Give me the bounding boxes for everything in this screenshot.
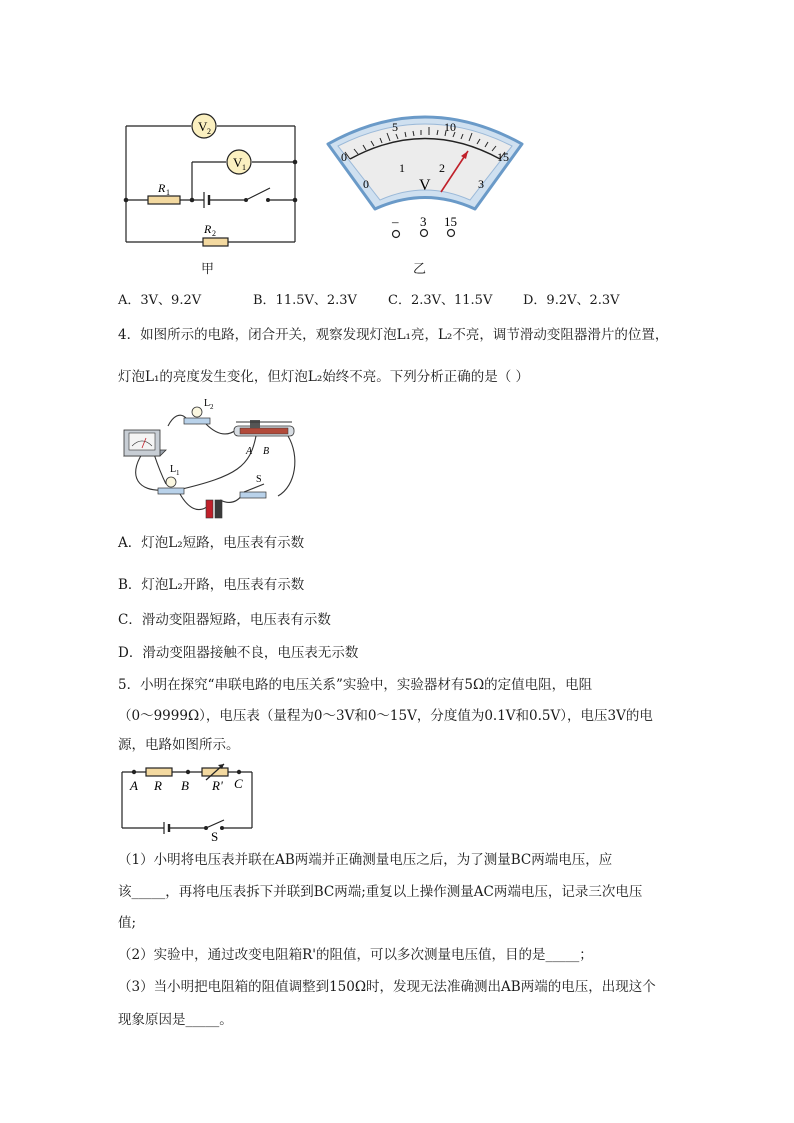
- r1-label: R: [158, 181, 166, 195]
- q5-sub1-line-3: 值;: [118, 915, 137, 931]
- terminal-negative: [393, 231, 400, 238]
- svg-text:S: S: [211, 829, 219, 842]
- voltmeter-dial: [320, 104, 530, 244]
- svg-text:10: 10: [444, 120, 456, 134]
- svg-text:R': R': [212, 778, 223, 793]
- q5-sub1-line-2: 该_____，再将电压表拆下并联到BC两端;重复以上操作测量AC两端电压，记录三次电压: [118, 884, 643, 900]
- lamp-l1-icon: [158, 477, 184, 494]
- r2-label: R: [204, 222, 212, 236]
- svg-text:15: 15: [444, 214, 457, 229]
- svg-text:0: 0: [341, 150, 347, 164]
- q4-stem-line-2: 灯泡L₁的亮度发生变化，但灯泡L₂始终不亮。下列分析正确的是（ ）: [118, 369, 530, 385]
- q4-stem-line-1: 4．如图所示的电路，闭合开关，观察发现灯泡L₁亮，L₂不亮，调节滑动变阻器滑片的位置，: [118, 327, 669, 343]
- svg-text:2: 2: [212, 229, 216, 238]
- svg-text:5: 5: [392, 120, 398, 134]
- q3-option-c[interactable]: C．2.3V、11.5V: [388, 293, 493, 308]
- q5-circuit-diagram: [118, 762, 258, 842]
- circuit-diagram-jia: [118, 112, 308, 252]
- figure-caption-jia: 甲: [201, 262, 215, 277]
- q3-options: [118, 289, 658, 308]
- svg-text:15: 15: [497, 150, 509, 164]
- svg-text:V: V: [233, 155, 243, 170]
- svg-text:1: 1: [176, 469, 180, 477]
- q4-option-c[interactable]: C．滑动变阻器短路，电压表有示数: [118, 612, 331, 628]
- svg-text:3: 3: [478, 177, 484, 191]
- q4-option-a[interactable]: A．灯泡L₂短路，电压表有示数: [118, 535, 305, 551]
- q4-option-b[interactable]: B．灯泡L₂开路，电压表有示数: [118, 577, 305, 593]
- svg-text:C: C: [234, 776, 243, 791]
- voltmeter-icon: [124, 430, 166, 456]
- q5-sub3-line-2: 现象原因是_____。: [118, 1012, 233, 1028]
- figure-caption-yi: 乙: [413, 262, 427, 277]
- q5-sub1-line-1: （1）小明将电压表并联在AB两端并正确测量电压之后，为了测量BC两端电压，应: [118, 852, 613, 868]
- battery-icon: [206, 500, 222, 518]
- svg-text:2: 2: [207, 127, 211, 136]
- svg-text:B: B: [263, 446, 270, 457]
- svg-text:3: 3: [420, 214, 427, 229]
- svg-text:L: L: [204, 398, 211, 409]
- svg-text:0: 0: [363, 177, 369, 191]
- terminal-3v: [421, 230, 428, 237]
- svg-text:B: B: [181, 778, 189, 793]
- svg-text:A: A: [130, 778, 138, 793]
- q5-sub3-line-1: （3）当小明把电阻箱的阻值调整到150Ω时，发现无法准确测出AB两端的电压，出现这个: [118, 979, 656, 995]
- svg-text:–: –: [392, 214, 399, 229]
- q5-stem-line-1: 5．小明在探究“串联电路的电压关系”实验中，实验器材有5Ω的定值电阻，电阻: [118, 677, 593, 693]
- svg-text:2: 2: [210, 403, 214, 411]
- terminal-15v: [448, 230, 455, 237]
- q5-stem-line-3: 源，电路如图所示。: [118, 737, 240, 753]
- svg-text:S: S: [256, 474, 262, 485]
- q3-option-b[interactable]: B．11.5V、2.3V: [253, 293, 357, 308]
- svg-text:2: 2: [439, 161, 445, 175]
- svg-text:1: 1: [242, 163, 246, 172]
- q5-stem-line-2: （0～9999Ω），电压表（量程为0～3V和0～15V，分度值为0.1V和0.5V），电压3V的电: [118, 708, 653, 724]
- svg-text:A: A: [246, 446, 253, 457]
- svg-text:R: R: [154, 778, 162, 793]
- svg-text:1: 1: [399, 161, 405, 175]
- rheostat-icon: [234, 420, 294, 436]
- q3-option-d[interactable]: D．9.2V、2.3V: [523, 293, 620, 308]
- voltmeter-v1-icon: [227, 150, 251, 174]
- q4-circuit-illustration: [118, 396, 308, 524]
- svg-text:L: L: [170, 464, 177, 475]
- q4-option-d[interactable]: D．滑动变阻器接触不良，电压表无示数: [118, 645, 359, 661]
- svg-text:1: 1: [166, 188, 170, 197]
- meter-unit-label: V: [419, 177, 431, 194]
- voltmeter-v2-icon: [192, 114, 216, 138]
- svg-text:V: V: [198, 119, 208, 134]
- q3-option-a[interactable]: A．3V、9.2V: [118, 293, 202, 308]
- switch-s-icon: [240, 484, 266, 498]
- q5-sub2: （2）实验中，通过改变电阻箱R'的阻值，可以多次测量电压值，目的是_____；: [118, 947, 593, 963]
- lamp-l2-icon: [184, 407, 210, 424]
